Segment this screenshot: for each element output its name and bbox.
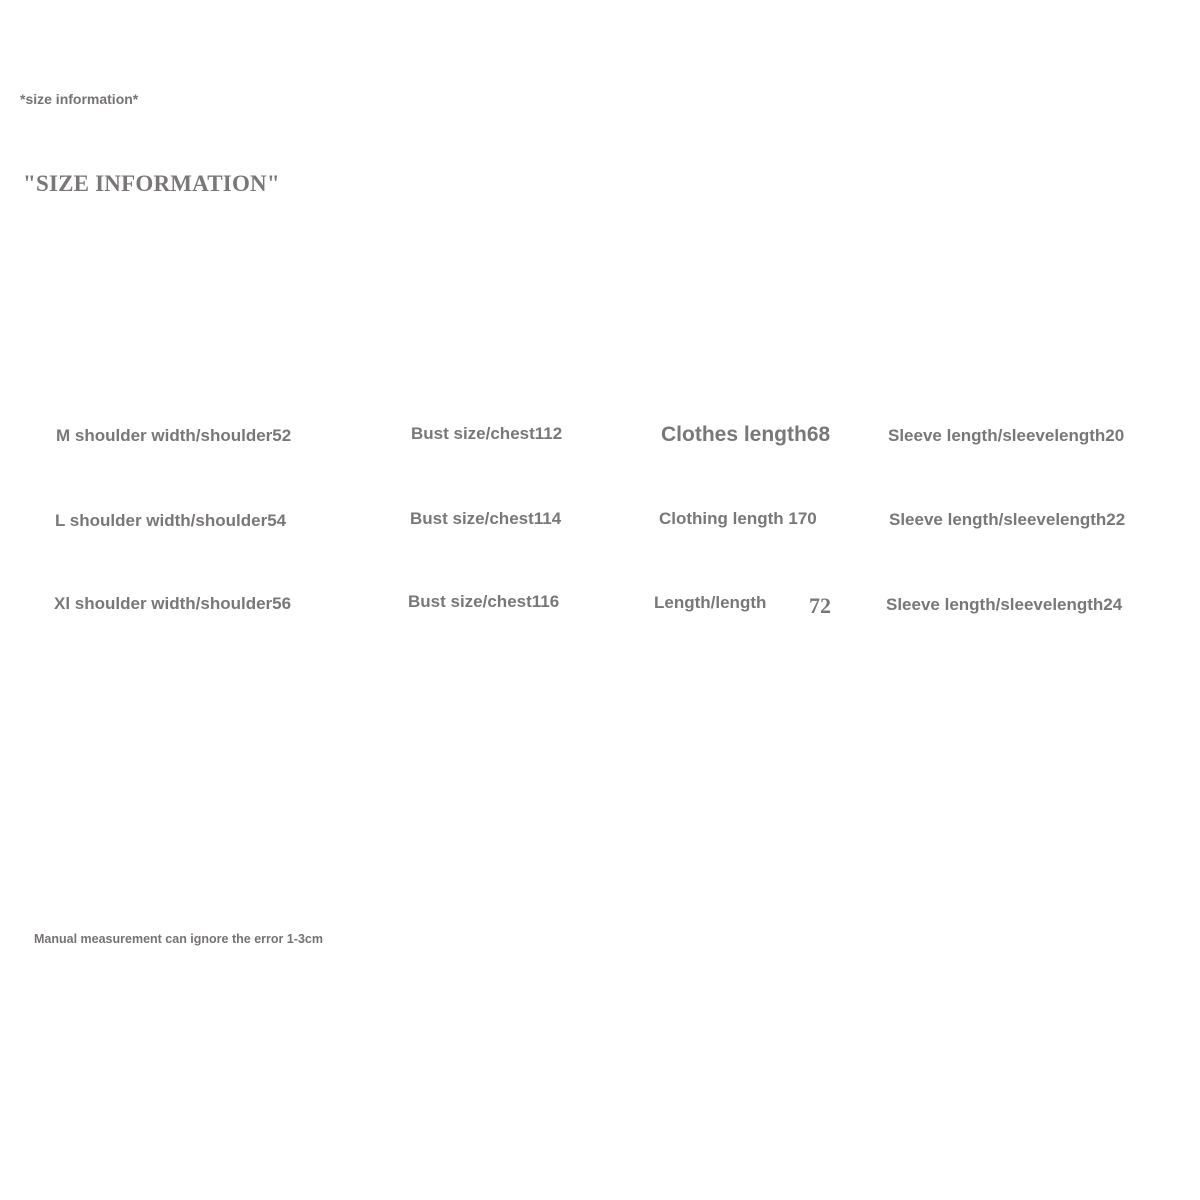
row-xl-shoulder: Xl shoulder width/shoulder56 <box>54 594 292 613</box>
row-xl-sleeve: Sleeve length/sleevelength24 <box>886 595 1123 614</box>
row-m-sleeve: Sleeve length/sleevelength20 <box>888 426 1125 445</box>
measurement-note: Manual measurement can ignore the error 1-3cm <box>34 932 323 946</box>
size-info-title: "SIZE INFORMATION" <box>23 171 280 196</box>
row-l-bust: Bust size/chest114 <box>410 509 562 528</box>
size-info-small-label: *size information* <box>20 91 139 107</box>
row-xl-length: Length/length <box>654 593 767 612</box>
row-m-bust: Bust size/chest112 <box>411 424 563 443</box>
row-l-sleeve: Sleeve length/sleevelength22 <box>889 510 1126 529</box>
row-xl-length-value: 72 <box>809 593 831 618</box>
row-l-shoulder: L shoulder width/shoulder54 <box>55 511 287 530</box>
row-xl-bust: Bust size/chest116 <box>408 592 560 611</box>
row-m-length: Clothes length68 <box>661 423 831 446</box>
row-m-shoulder: M shoulder width/shoulder52 <box>56 426 292 445</box>
row-l-length: Clothing length 170 <box>659 509 817 528</box>
